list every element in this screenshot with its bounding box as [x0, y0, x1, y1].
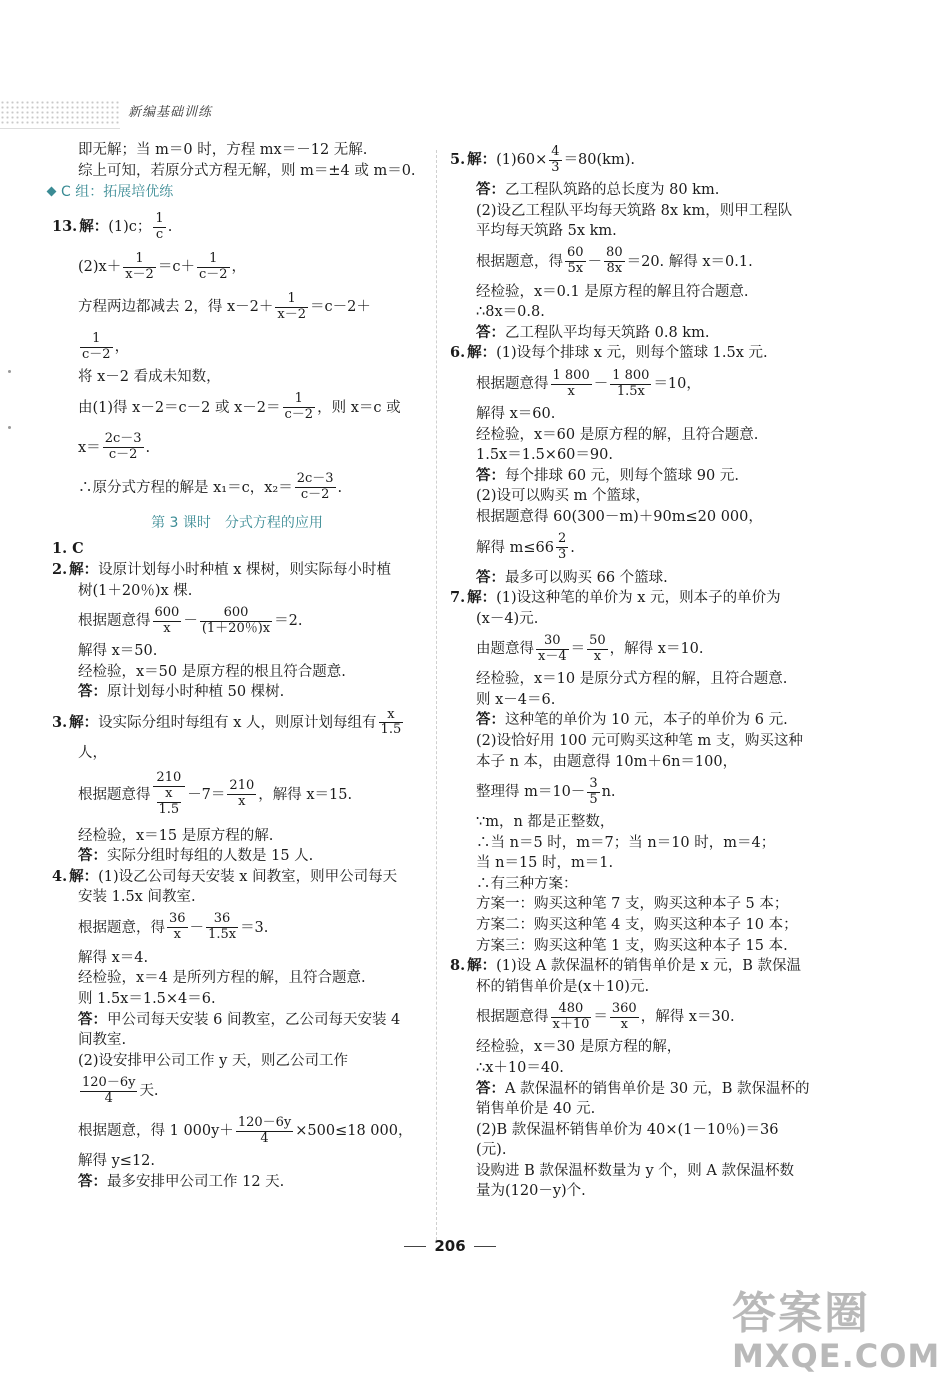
text-segment: 解得 m≤66: [476, 539, 554, 556]
text-segment: (1)c；: [108, 219, 152, 236]
text-line: 则 x－4＝6.: [476, 691, 556, 708]
answer-line: [450, 528, 800, 568]
text-segment: .: [570, 539, 575, 556]
text-segment: 甲公司每天安装 6 间教室，乙公司每天安装 4: [107, 1011, 401, 1028]
right-column: [450, 140, 810, 1202]
denominator: 5x: [567, 261, 584, 277]
fraction: [275, 292, 308, 323]
fraction: [167, 912, 188, 943]
answer-label: 答：: [78, 1172, 107, 1190]
question-number: 5.: [450, 151, 466, 168]
text-segment: ，解得 x＝30.: [640, 1009, 735, 1026]
footer-dash: [474, 1246, 496, 1247]
numerator: 36: [169, 911, 186, 927]
numerator: 60: [567, 245, 584, 261]
fraction: [80, 1076, 137, 1107]
text-segment: ＝2.: [274, 613, 303, 630]
denominator: c－2: [82, 346, 111, 362]
denominator: c－2: [284, 407, 314, 423]
numerator: 1: [155, 210, 164, 226]
text-segment: (1)设乙公司每天安装 x 间教室，则甲公司每天: [98, 868, 398, 885]
denominator: 1.5x: [616, 383, 645, 399]
text-segment: ，: [114, 339, 130, 356]
text-line: 平均每天筑路 5x km.: [476, 223, 617, 240]
text-segment: ＝: [570, 641, 586, 658]
text-segment: 原计划每小时种植 50 棵树.: [107, 684, 285, 701]
text-segment: －: [183, 613, 198, 630]
answer-label: 答：: [78, 683, 107, 701]
text-segment: 最多可以购买 66 个篮球.: [505, 569, 668, 586]
text-segment: 实际分组时每组的人数是 15 人.: [107, 848, 314, 865]
denominator: (1＋20％)x: [201, 620, 271, 636]
numerator: 120－6y: [82, 1074, 136, 1090]
fraction: [200, 606, 272, 637]
text-segment: x＝: [78, 439, 101, 456]
text-segment: 乙工程队平均每天筑路 0.8 km.: [505, 324, 710, 341]
denominator: x: [620, 1016, 628, 1032]
fraction: [556, 532, 568, 563]
fraction: [80, 332, 113, 363]
text-line: 解得 x＝60.: [476, 406, 556, 423]
fraction: [610, 1002, 639, 1033]
answer-line: [450, 364, 800, 404]
numerator: 120－6y: [237, 1114, 292, 1130]
fraction: [610, 369, 651, 400]
numerator: 210: [229, 778, 255, 794]
fraction: [604, 246, 625, 277]
text-segment: 根据题意，得: [476, 253, 563, 270]
answer-label: 答：: [476, 181, 505, 198]
denominator: 3: [557, 547, 567, 563]
text-segment: ，解得 x＝10.: [609, 641, 704, 658]
text-line: 经检验，x＝50 是原方程的根且符合题意.: [78, 663, 346, 680]
text-line: 本子 n 本，由题意得 10m＋6n＝100，: [476, 753, 738, 770]
fraction: [236, 1116, 293, 1147]
text-line: 将 x－2 看成未知数，: [78, 369, 221, 386]
text-line: 当 n＝15 时，m＝1.: [476, 855, 614, 872]
fraction: [379, 708, 404, 739]
text-segment: ，解得 x＝15.: [258, 786, 353, 803]
text-line: (2)设恰好用 100 元可购买这种笔 m 支，购买这种: [476, 732, 803, 749]
fraction: [283, 392, 316, 423]
text-segment: ∴原分式方程的解是 x₁＝c，x₂＝: [78, 479, 293, 496]
text-segment: (1)设这种笔的单价为 x 元，则本子的单价为: [496, 590, 781, 607]
answer-label: 答：: [476, 711, 505, 729]
fraction: [123, 252, 156, 283]
answer-line: [52, 287, 422, 327]
solution-label: 解：: [69, 867, 99, 885]
text-line: 量为(120－y)个.: [476, 1183, 586, 1200]
margin-dot: [8, 426, 11, 429]
answer-line: [52, 867, 422, 888]
fraction: [153, 606, 182, 637]
answer-line: [52, 1172, 422, 1193]
text-line: (2)设安排甲公司工作 y 天，则乙公司工作: [78, 1052, 348, 1069]
denominator: c: [155, 226, 164, 242]
text-segment: －7＝: [187, 786, 226, 803]
denominator: 4: [260, 1130, 269, 1146]
text-segment: ＝80(km).: [563, 152, 635, 168]
denominator: 1.5x: [208, 927, 237, 943]
numerator: 1: [80, 332, 113, 348]
fraction: [536, 634, 569, 665]
text-segment: 设实际分组时每组有 x 人，则原计划每组有: [98, 714, 377, 731]
text-segment: .: [167, 219, 173, 236]
denominator: x: [173, 927, 181, 943]
text-segment: 根据题意，得: [78, 919, 165, 936]
answer-line: [52, 247, 422, 287]
solution-label: 解：: [69, 561, 99, 579]
text-line: 安装 1.5x 间教室.: [78, 889, 196, 906]
text-segment: (1)设 A 款保温杯的销售单价是 x 元，B 款保温: [496, 958, 802, 975]
fraction: [549, 145, 561, 176]
answer-line: [450, 242, 800, 282]
text-segment: ，: [231, 259, 247, 276]
text-line: 经检验，x＝0.1 是原方程的解且符合题意.: [476, 283, 749, 300]
numerator: 30: [536, 634, 569, 650]
solution-label: 解：: [467, 957, 497, 975]
text-segment: ＝10，: [653, 376, 701, 393]
numerator: x: [157, 787, 182, 803]
numerator: 2c－3: [296, 471, 334, 487]
numerator: 80: [606, 245, 623, 261]
question-number: 8.: [450, 957, 466, 975]
denominator: x－4: [538, 648, 567, 664]
text-line: 根据题意得 60(300－m)＋90m≤20 000，: [476, 508, 763, 525]
text-segment: 这种笔的单价为 10 元，本子的单价为 6 元.: [505, 712, 788, 729]
fraction: [551, 369, 592, 400]
question-number: 13.: [52, 218, 78, 236]
answer-line: [450, 140, 800, 180]
text-segment: ＝c＋: [157, 259, 195, 276]
text-segment: 整理得 m＝10－: [476, 784, 586, 801]
numerator: 600: [200, 606, 272, 622]
answer-line: [450, 343, 800, 364]
denominator: x: [593, 648, 602, 664]
solution-label: 解：: [467, 151, 497, 168]
text-line: 方案二：购买这种笔 4 支，购买这种本子 10 本；: [476, 917, 798, 934]
question-number: 7.: [450, 589, 466, 607]
question-number: 2.: [52, 561, 68, 579]
text-segment: ＝3.: [240, 919, 269, 936]
header-dot-pattern: [0, 100, 120, 124]
denominator: c－2: [198, 266, 228, 282]
left-column: [52, 140, 422, 1192]
text-line: 则 1.5x＝1.5×4＝6.: [78, 991, 216, 1007]
answer-line: 1. C: [52, 540, 84, 558]
series-title: 新编基础训练: [128, 105, 213, 120]
page-number: 206: [434, 1237, 466, 1255]
fraction: [157, 787, 182, 818]
answer-line: [52, 1010, 422, 1031]
diamond-icon: [47, 187, 57, 197]
solution-label: 解：: [467, 589, 497, 607]
fraction: [197, 252, 230, 283]
footer-dash: [404, 1246, 426, 1247]
answer-line: [52, 468, 422, 508]
text-line: ∴当 n＝5 时，m＝7；当 n＝10 时，m＝4；: [476, 834, 776, 851]
answer-line: [52, 764, 422, 826]
question-number: 6.: [450, 344, 466, 362]
lesson-title: 第 3 课时 分式方程的应用: [151, 514, 323, 531]
answer-line: [450, 956, 800, 977]
answer-line: [52, 846, 422, 867]
fraction: [103, 432, 144, 463]
text-line: 间教室.: [78, 1032, 127, 1049]
text-line: 解得 x＝50.: [78, 643, 158, 660]
text-line: 方案三：购买这种笔 1 支，购买这种本子 15 本.: [476, 937, 788, 954]
answer-label: 答：: [476, 1079, 505, 1097]
numerator: 1: [123, 252, 156, 268]
text-line: 经检验，x＝15 是原方程的解.: [78, 827, 274, 844]
numerator: 1: [197, 252, 230, 268]
fraction: [565, 246, 586, 277]
numerator: 2: [557, 531, 567, 547]
section-heading-c: [46, 183, 422, 203]
text-line: 即无解；当 m＝0 时，方程 mx＝－12 无解.: [78, 142, 368, 158]
text-line: 方案一：购买这种笔 7 支，购买这种本子 5 本；: [476, 896, 789, 913]
answer-label: 答：: [476, 323, 505, 341]
fraction: [227, 779, 256, 810]
text-line: 1.5x＝1.5×60＝90.: [476, 447, 613, 464]
text-line: 经检验，x＝30 是原方程的解，: [476, 1039, 682, 1056]
answer-line: [450, 568, 800, 589]
denominator: c－2: [300, 487, 330, 503]
answer-label: 答：: [476, 466, 505, 484]
answer-line: [52, 388, 422, 428]
answer-line: [52, 327, 422, 367]
header-rule: [0, 128, 120, 129]
text-line: 综上可知，若原分式方程无解，则 m＝±4 或 m＝0.: [78, 162, 416, 179]
answer-line: [52, 560, 422, 581]
fraction: [153, 212, 165, 243]
text-segment: (1)60×: [496, 152, 548, 168]
text-line: ∴有三种方案：: [476, 875, 578, 892]
text-segment: 天.: [139, 1083, 159, 1100]
section-heading-label: C 组：拓展培优练: [61, 184, 174, 201]
numerator: 3: [589, 775, 598, 791]
text-line: (元).: [476, 1142, 507, 1159]
text-segment: .: [337, 479, 343, 496]
text-segment: 最多安排甲公司工作 12 天.: [107, 1173, 285, 1190]
text-line: 经检验，x＝4 是所列方程的解，且符合题意.: [78, 970, 366, 987]
denominator: 4: [104, 1090, 113, 1106]
text-segment: 设原计划每小时种植 x 棵树，则实际每小时植: [98, 562, 392, 579]
denominator: c－2: [108, 447, 138, 463]
text-segment: 乙工程队筑路的总长度为 80 km.: [505, 182, 720, 198]
text-line: (x－4)元.: [476, 610, 539, 627]
text-segment: ，则 x＝c 或: [317, 399, 401, 416]
numerator: 600: [154, 604, 180, 620]
answer-line: [450, 710, 800, 731]
fraction: [587, 777, 599, 808]
answer-line: [52, 703, 422, 743]
numerator: 2c－3: [104, 431, 142, 447]
text-segment: 由(1)得 x－2＝c－2 或 x－2＝: [78, 399, 281, 416]
numerator: 480: [551, 1002, 592, 1018]
fraction: [551, 1002, 592, 1033]
question-number: 3.: [52, 713, 68, 731]
answer-line: [450, 629, 800, 669]
answer-line: [450, 466, 800, 487]
text-segment: ×500≤18 000，: [295, 1123, 413, 1140]
answer-line: [52, 1071, 422, 1111]
text-segment: ＝c－2＋: [309, 299, 371, 316]
text-segment: (2)x＋: [78, 259, 122, 276]
answer-label: 答：: [78, 1010, 107, 1028]
answer-line: [450, 323, 800, 344]
denominator: 1.5: [158, 802, 180, 817]
denominator: [153, 787, 186, 818]
watermark-bottom: MXQE.COM: [732, 1337, 940, 1375]
text-line: 解得 y≤12.: [78, 1153, 156, 1170]
column-divider: [436, 150, 437, 1240]
text-line: (2)设乙工程队平均每天筑路 8x km，则甲工程队: [476, 202, 793, 219]
answer-label: 答：: [78, 847, 107, 865]
numerator: x: [379, 708, 404, 724]
text-line: 销售单价是 40 元.: [476, 1101, 596, 1118]
denominator: x: [238, 794, 246, 810]
answer-line: [52, 682, 422, 703]
answer-line: [52, 428, 422, 468]
text-line: (2)设可以购买 m 个篮球，: [476, 488, 651, 505]
numerator: 50: [589, 632, 606, 648]
answer-line: [450, 588, 800, 609]
numerator: 1: [283, 392, 316, 408]
fraction: [153, 771, 186, 818]
text-line: ∵m，n 都是正整数，: [476, 814, 615, 831]
text-line: ∴8x＝0.8.: [476, 304, 545, 321]
page-footer: [0, 1236, 900, 1257]
text-segment: .: [145, 439, 151, 456]
numerator: 360: [611, 1000, 637, 1016]
text-segment: ＝20. 解得 x＝0.1.: [626, 253, 753, 270]
numerator: 1 800: [552, 367, 590, 383]
text-segment: 由题意得: [476, 641, 534, 658]
fraction: [587, 634, 608, 665]
fraction: [206, 912, 238, 943]
numerator: 1 800: [612, 367, 650, 383]
numerator: 36: [206, 912, 238, 928]
text-segment: 根据题意得: [476, 376, 549, 393]
answer-line: [52, 1111, 422, 1151]
solution-label: 解：: [467, 344, 497, 362]
text-line: (2)B 款保温杯销售单价为 40×(1－10％)＝36: [476, 1121, 779, 1138]
text-line: ∴x＋10＝40.: [476, 1059, 564, 1076]
answer-label: 答：: [476, 568, 505, 586]
denominator: 5: [589, 791, 598, 807]
text-segment: －: [593, 376, 609, 393]
fraction: [295, 472, 336, 503]
text-line: 人，: [78, 744, 107, 761]
text-segment: 方程两边都减去 2，得 x－2＋: [78, 299, 274, 316]
denominator: 3: [551, 159, 560, 175]
numerator: 4: [551, 143, 560, 159]
denominator: x: [163, 620, 171, 636]
watermark-top: 答案圈: [732, 1288, 870, 1339]
answer-line: [450, 180, 800, 201]
text-line: 经检验，x＝10 是原分式方程的解，且符合题意.: [476, 671, 788, 688]
denominator: 8x: [606, 261, 623, 277]
text-segment: 每个排球 60 元，则每个篮球 90 元.: [505, 467, 739, 484]
denominator: x＋10: [552, 1016, 590, 1032]
denominator: 1.5: [380, 722, 402, 738]
solution-label: 解：: [69, 713, 99, 731]
margin-dot: [8, 370, 11, 373]
denominator: x－2: [125, 266, 154, 282]
text-line: 设购进 B 款保温杯数量为 y 个，则 A 款保温杯数: [476, 1162, 794, 1179]
text-segment: －: [189, 919, 205, 936]
answer-line: [450, 1079, 810, 1100]
text-segment: (1)设每个排球 x 元，则每个篮球 1.5x 元.: [496, 345, 768, 362]
answer-line: [52, 601, 422, 641]
page-header: [0, 98, 900, 128]
text-segment: 根据题意，得 1 000y＋: [78, 1123, 234, 1140]
denominator: x: [567, 383, 575, 399]
solution-label: 解：: [79, 218, 109, 236]
text-segment: －: [587, 253, 603, 270]
text-segment: n.: [601, 784, 616, 801]
numerator: 1: [275, 292, 308, 308]
answer-line: [450, 997, 800, 1037]
text-line: 杯的销售单价是(x＋10)元.: [476, 978, 650, 995]
question-number: 4.: [52, 867, 68, 885]
text-line: 树(1＋20％)x 棵.: [78, 582, 193, 599]
answer-line: [52, 207, 422, 247]
text-segment: 根据题意得: [78, 613, 151, 630]
numerator: 210: [153, 771, 186, 787]
answer-line: [52, 908, 422, 948]
answer-line: [450, 772, 800, 812]
text-segment: 根据题意得: [78, 786, 151, 803]
watermark-logo: [732, 1288, 940, 1382]
text-segment: ＝: [593, 1009, 608, 1026]
text-line: 经检验，x＝60 是原方程的解，且符合题意.: [476, 426, 759, 443]
text-segment: A 款保温杯的销售单价是 30 元，B 款保温杯的: [505, 1080, 810, 1097]
denominator: x－2: [277, 306, 306, 322]
text-line: 解得 x＝4.: [78, 949, 149, 966]
text-segment: 根据题意得: [476, 1009, 549, 1026]
